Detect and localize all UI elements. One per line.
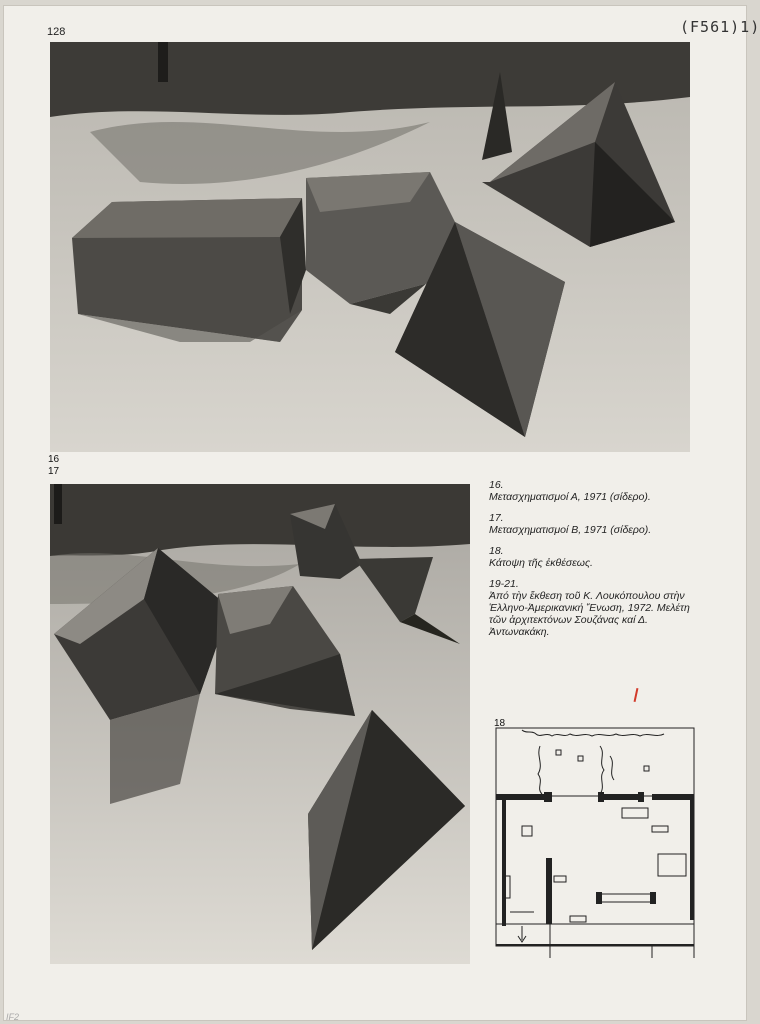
exhibition-floor-plan [492,726,700,958]
caption-text: Κάτοψη τῆς ἐκθέσεως. [489,557,593,569]
caption-text: Ἀπό τὴν ἔκθεση τοῦ Κ. Λουκόπουλου στὴν Ἑλληνο-Ἀμερικανική Ἕνωση, 1972. Μελέτη τῶν ἀρχιτεκτόνων Σουζάνας καί Δ. Ἀντωνακάκη. [489,590,690,638]
figure-number-18: 18 [494,718,506,729]
caption-19-21 [489,578,704,638]
archive-handwritten-mark: (F561)1) [680,18,760,36]
sculpture-photo-17-image [50,484,470,964]
caption-16 [489,479,704,503]
caption-text: Μετασχηματισμοί Β, 1971 (σίδερο). [489,524,652,536]
document-page [4,6,760,1022]
figure-captions [489,479,704,647]
caption-18 [489,545,704,569]
margin-scribble: IF2 [6,1012,20,1022]
caption-number: 19-21. [489,578,519,590]
sculpture-photo-16 [50,42,690,452]
red-pencil-mark [634,688,639,702]
sculpture-photo-17 [50,484,470,964]
figure-number-17: 17 [48,466,60,477]
caption-text: Μετασχηματισμοί Α, 1971 (σίδερο). [489,491,651,503]
caption-number: 16. [489,479,504,491]
caption-17 [489,512,704,536]
page-number: 128 [47,26,66,38]
figure-number-16: 16 [48,454,60,465]
floor-plan-drawing [492,726,700,958]
caption-number: 18. [489,545,504,557]
caption-number: 17. [489,512,504,524]
sculpture-photo-16-image [50,42,690,452]
